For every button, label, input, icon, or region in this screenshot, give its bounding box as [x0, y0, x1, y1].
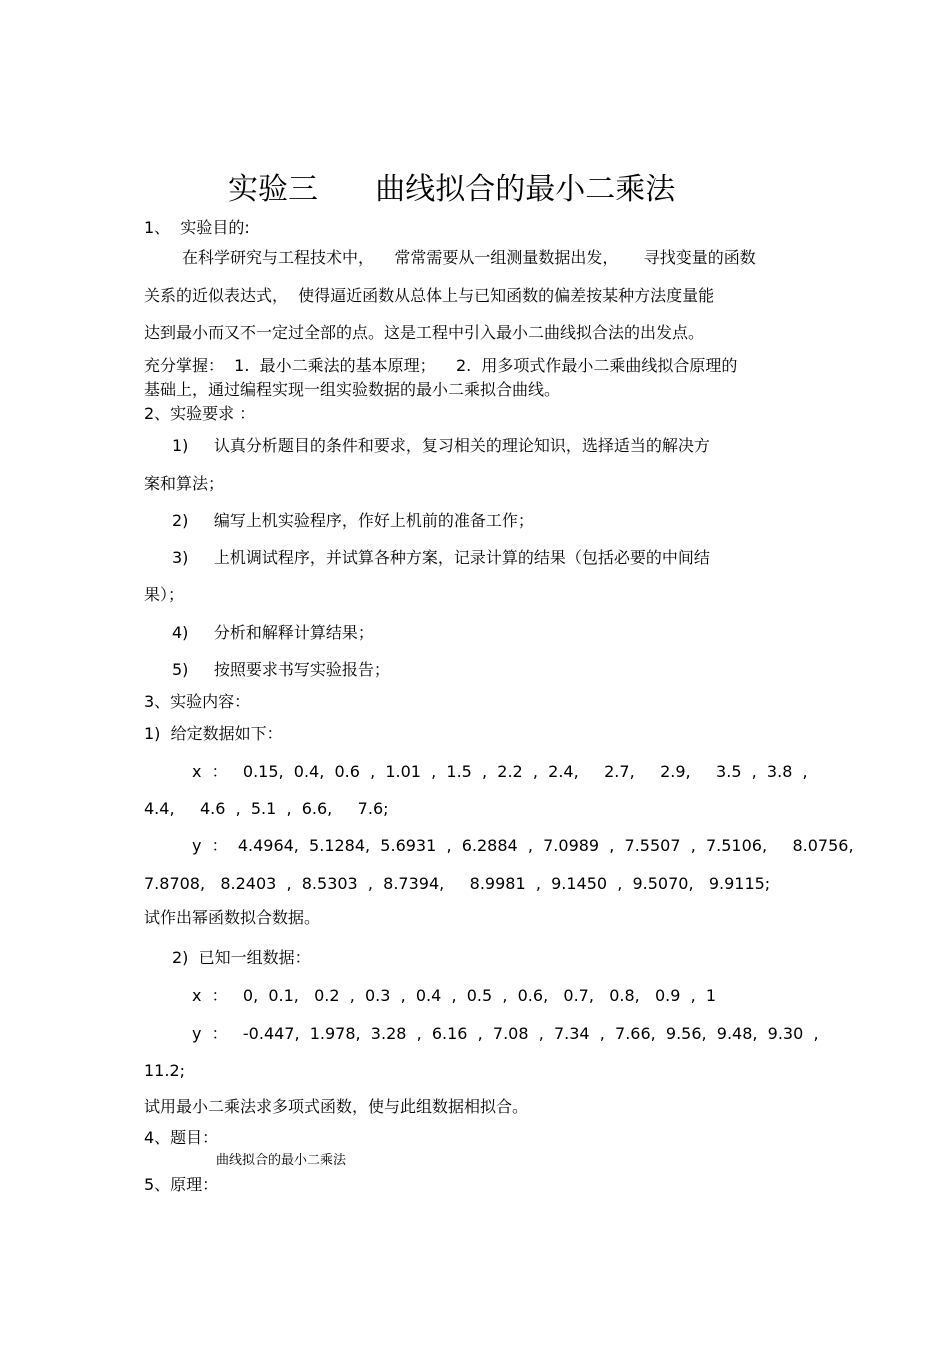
list-item: 案和算法；	[144, 474, 225, 493]
paragraph-line: 充分掌握： 1. 最小二乘法的基本原理； 2. 用多项式作最小二乘曲线拟合原理的	[144, 356, 738, 375]
data-line: x ： 0.15, 0.4, 0.6 , 1.01 , 1.5 , 2.2 , 2.4, 2.7, 2.9, 3.5 , 3.8 ,	[192, 762, 808, 781]
data-line: 11.2;	[144, 1061, 186, 1080]
list-item: 4) 分析和解释计算结果；	[172, 623, 374, 642]
section-2-heading: 2、实验要求 ：	[144, 404, 256, 423]
data-line: x ： 0, 0.1, 0.2 , 0.3 , 0.4 , 0.5 , 0.6, 0.7, 0.8, 0.9 , 1	[192, 986, 717, 1005]
list-item: 果）；	[144, 585, 185, 604]
section-4-body: 曲线拟合的最小二乘法	[216, 1153, 347, 1168]
section-3-heading: 3、实验内容：	[144, 692, 251, 711]
data-line: 4.4, 4.6 , 5.1 , 6.6, 7.6;	[144, 799, 389, 818]
paragraph-line: 在科学研究与工程技术中， 常常需要从一组测量数据出发， 寻找变量的函数	[182, 248, 756, 267]
list-item: 1) 认真分析题目的条件和要求，复习相关的理论知识，选择适当的解决方	[172, 436, 710, 455]
list-item: 2) 编写上机实验程序，作好上机前的准备工作；	[172, 511, 534, 530]
page-title: 实验三 曲线拟合的最小二乘法	[228, 172, 676, 207]
task-text: 试作出幂函数拟合数据。	[144, 908, 321, 927]
subsection-label: 1) 给定数据如下：	[144, 724, 283, 743]
section-4-heading: 4、题目：	[144, 1128, 219, 1147]
paragraph-line: 达到最小而又不一定过全部的点。这是工程中引入最小二曲线拟合法的出发点。	[144, 323, 705, 342]
paragraph-line: 基础上，通过编程实现一组实验数据的最小二乘拟合曲线。	[144, 380, 561, 399]
data-line: y ： 4.4964, 5.1284, 5.6931 , 6.2884 , 7.0989 , 7.5507 , 7.5106, 8.0756,	[192, 836, 854, 855]
list-item: 3) 上机调试程序，并试算各种方案，记录计算的结果（包括必要的中间结	[172, 548, 710, 567]
list-item: 5) 按照要求书写实验报告；	[172, 660, 390, 679]
task-text: 试用最小二乘法求多项式函数，使与此组数据相拟合。	[144, 1097, 529, 1116]
section-5-heading: 5、原理：	[144, 1175, 219, 1194]
subsection-label: 2) 已知一组数据：	[172, 948, 311, 967]
data-line: y ： -0.447, 1.978, 3.28 , 6.16 , 7.08 , 7.34 , 7.66, 9.56, 9.48, 9.30 ,	[192, 1024, 819, 1043]
data-line: 7.8708, 8.2403 , 8.5303 , 8.7394, 8.9981 , 9.1450 , 9.5070, 9.9115;	[144, 874, 771, 893]
paragraph-line: 关系的近似表达式， 使得逼近函数从总体上与已知函数的偏差按某种方法度量能	[144, 286, 715, 305]
section-1-heading: 1、 实验目的:	[144, 218, 250, 237]
